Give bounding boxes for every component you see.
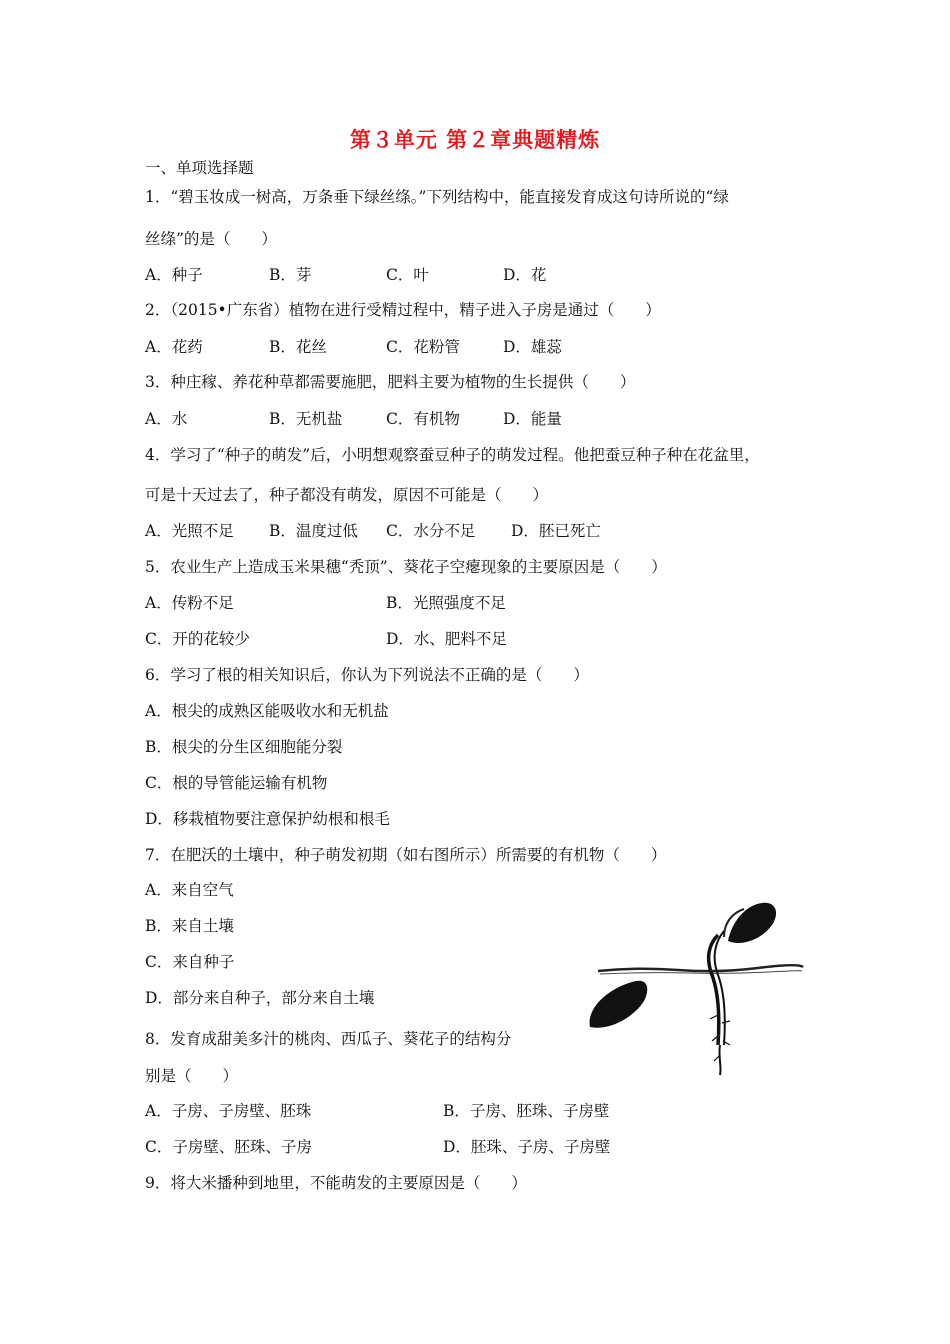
question-6-option-d: D．移栽植物要注意保护幼根和根毛 xyxy=(145,810,390,828)
question-8-option-d: D．胚珠、子房、子房壁 xyxy=(443,1138,611,1156)
question-8-option-b: B．子房、胚珠、子房壁 xyxy=(443,1102,610,1120)
section-heading: 一、单项选择题 xyxy=(145,159,254,177)
question-4-option-a: A．光照不足 xyxy=(145,522,234,540)
seedling-illustration xyxy=(578,895,806,1077)
question-6-line-1: 6．学习了根的相关知识后，你认为下列说法不正确的是（ ） xyxy=(145,666,589,684)
question-9-line-1: 9．将大米播种到地里，不能萌发的主要原因是（ ） xyxy=(145,1174,527,1192)
question-1-line-1: 1．“碧玉妆成一树高，万条垂下绿丝绦。”下列结构中，能直接发育成这句诗所说的“绿 xyxy=(145,188,729,206)
question-3-option-a: A．水 xyxy=(145,410,188,428)
question-3-option-b: B．无机盐 xyxy=(269,410,343,428)
question-7-option-d: D．部分来自种子，部分来自土壤 xyxy=(145,989,375,1007)
question-2-option-b: B．花丝 xyxy=(269,338,327,356)
question-4-option-b: B．温度过低 xyxy=(269,522,358,540)
question-4-line-1: 4．学习了“种子的萌发”后，小明想观察蚕豆种子的萌发过程。他把蚕豆种子种在花盆里， xyxy=(145,446,760,464)
question-5-option-d: D．水、肥料不足 xyxy=(386,630,507,648)
question-6-option-b: B．根尖的分生区细胞能分裂 xyxy=(145,738,343,756)
question-1-option-a: A．种子 xyxy=(145,266,203,284)
question-5-option-b: B．光照强度不足 xyxy=(386,594,506,612)
question-7-line-1: 7．在肥沃的土壤中，种子萌发初期（如右图所示）所需要的有机物（ ） xyxy=(145,846,667,864)
question-5-option-c: C．开的花较少 xyxy=(145,630,250,648)
question-2-line-1: 2．（2015•广东省）植物在进行受精过程中，精子进入子房是通过（ ） xyxy=(145,301,661,319)
question-5-option-a: A．传粉不足 xyxy=(145,594,234,612)
question-7-option-a: A．来自空气 xyxy=(145,881,234,899)
question-7-option-b: B．来自土壤 xyxy=(145,917,234,935)
question-3-option-d: D．能量 xyxy=(503,410,562,428)
question-5-line-1: 5．农业生产上造成玉米果穗“秃顶”、葵花子空瘪现象的主要原因是（ ） xyxy=(145,558,667,576)
question-1-line-2: 丝绦”的是（ ） xyxy=(145,230,277,248)
question-3-option-c: C．有机物 xyxy=(386,410,460,428)
question-4-option-d: D．胚已死亡 xyxy=(511,522,601,540)
question-1-option-d: D．花 xyxy=(503,266,547,284)
question-7-option-c: C．来自种子 xyxy=(145,953,235,971)
question-4-option-c: C．水分不足 xyxy=(386,522,476,540)
question-2-option-c: C．花粉管 xyxy=(386,338,460,356)
question-3-line-1: 3．种庄稼、养花种草都需要施肥，肥料主要为植物的生长提供（ ） xyxy=(145,373,636,391)
question-1-option-b: B．芽 xyxy=(269,266,312,284)
question-1-option-c: C．叶 xyxy=(386,266,429,284)
question-8-option-c: C．子房壁、胚珠、子房 xyxy=(145,1138,312,1156)
question-8-option-a: A．子房、子房壁、胚珠 xyxy=(145,1102,312,1120)
question-4-line-2: 可是十天过去了，种子都没有萌发，原因不可能是（ ） xyxy=(145,486,549,504)
page-title: 第３单元 第２章典题精炼 xyxy=(349,128,601,152)
question-2-option-a: A．花药 xyxy=(145,338,203,356)
question-6-option-a: A．根尖的成熟区能吸收水和无机盐 xyxy=(145,702,389,720)
germinating-seed-figure xyxy=(578,895,806,1077)
question-8-line-1: 8．发育成甜美多汁的桃肉、西瓜子、葵花子的结构分 xyxy=(145,1030,512,1048)
question-2-option-d: D．雄蕊 xyxy=(503,338,562,356)
question-6-option-c: C．根的导管能运输有机物 xyxy=(145,774,328,792)
question-8-line-2: 别是（ ） xyxy=(145,1067,239,1085)
